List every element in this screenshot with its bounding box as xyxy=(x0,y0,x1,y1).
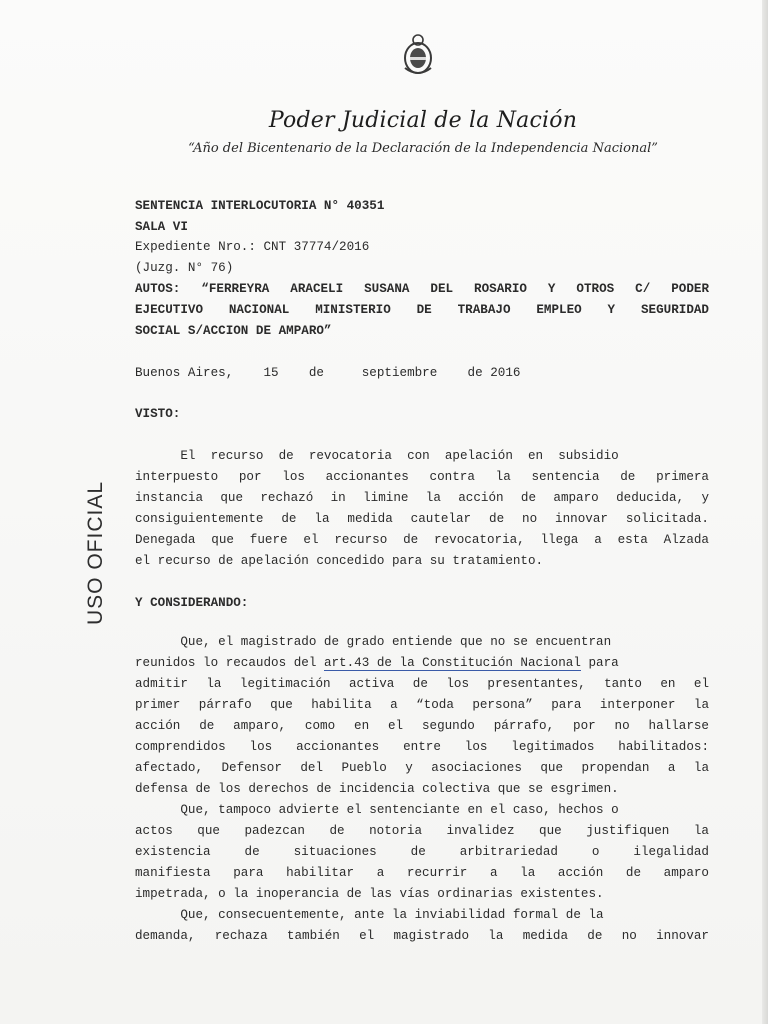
visto-line: consiguientemente de la medida cautelar de no innovar solicitada. xyxy=(135,512,709,526)
sala: SALA VI xyxy=(135,220,188,234)
visto-line: interpuesto por los accionantes contra la sentencia de primera xyxy=(135,470,709,484)
considerando-line: impetrada, o la inoperancia de las vías ordinarias existentes. xyxy=(135,887,604,901)
official-use-stamp: USO OFICIAL xyxy=(84,480,107,625)
constitution-article-link[interactable]: art.43 de la Constitución Nacional xyxy=(323,656,581,670)
considerando-line: Que, el magistrado de grado entiende que no se encuentran xyxy=(135,635,612,649)
considerando-heading: Y CONSIDERANDO: xyxy=(135,596,249,610)
juzgado: (Juzg. N° 76) xyxy=(135,261,234,275)
considerando-line: admitir la legitimación activa de los presentantes, tanto en el xyxy=(135,677,709,691)
date-line: Buenos Aires, 15 de septiembre de 2016 xyxy=(135,366,521,380)
considerando-line: primer párrafo que habilita a “toda persona” para interponer la xyxy=(135,698,709,712)
court-motto: “Año del Bicentenario de la Declaración de la Independencia Nacional” xyxy=(188,141,658,156)
autos-line: SOCIAL S/ACCION DE AMPARO” xyxy=(135,324,332,338)
considerando-line: demanda, rechaza también el magistrado la medida de no innovar xyxy=(135,929,709,943)
considerando-line: actos que padezcan de notoria invalidez que justifiquen la xyxy=(135,824,709,838)
visto-heading: VISTO: xyxy=(135,407,181,421)
considerando-line: Que, consecuentemente, ante la inviabilidad formal de la xyxy=(135,908,604,922)
visto-line: El recurso de revocatoria con apelación en subsidio xyxy=(135,449,619,463)
expediente: Expediente Nro.: CNT 37774/2016 xyxy=(135,240,370,254)
autos-line: AUTOS: “FERREYRA ARACELI SUSANA DEL ROSARIO Y OTROS C/ PODER xyxy=(135,282,709,296)
considerando-line: acción de amparo, como en el segundo párrafo, por no hallarse xyxy=(135,719,709,733)
considerando-line: manifiesta para habilitar a recurrir a la acción de amparo xyxy=(135,866,709,880)
autos-line: EJECUTIVO NACIONAL MINISTERIO DE TRABAJO EMPLEO Y SEGURIDAD xyxy=(135,303,709,317)
considerando-line: Que, tampoco advierte el sentenciante en el caso, hechos o xyxy=(135,803,619,817)
considerando-line: afectado, Defensor del Pueblo y asociaciones que propendan a la xyxy=(135,761,709,775)
considerando-line: existencia de situaciones de arbitrariedad o ilegalidad xyxy=(135,845,709,859)
considerando-line: defensa de los derechos de incidencia colectiva que se esgrimen. xyxy=(135,782,619,796)
court-title: Poder Judicial de la Nación xyxy=(268,108,578,133)
visto-line: el recurso de apelación concedido para su tratamiento. xyxy=(135,554,544,568)
visto-line: instancia que rechazó in limine la acción de amparo deducida, y xyxy=(135,491,709,505)
national-coat-of-arms-seal xyxy=(401,32,435,78)
considerando-line: reunidos lo recaudos del art.43 de la Constitución Nacional para xyxy=(135,656,619,670)
sentence-number: SENTENCIA INTERLOCUTORIA N° 40351 xyxy=(135,199,385,213)
considerando-line: comprendidos los accionantes entre los legitimados habilitados: xyxy=(135,740,709,754)
visto-line: Denegada que fuere el recurso de revocatoria, llega a esta Alzada xyxy=(135,533,709,547)
